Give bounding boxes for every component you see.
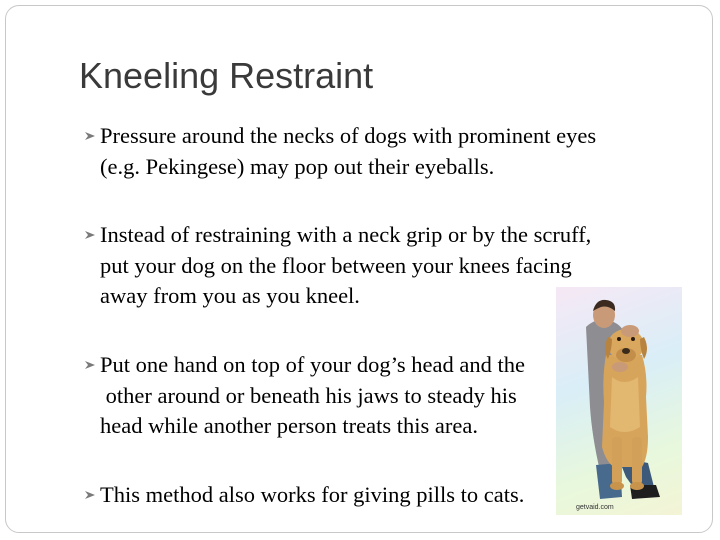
arrow-bullet-icon [82, 220, 100, 250]
arrow-bullet-icon [82, 121, 100, 151]
bullet-item [82, 121, 682, 182]
dog-restraint-illustration [556, 287, 682, 515]
image-credit: getvaid.com [576, 504, 614, 511]
bullet-line: other around or beneath his jaws to steady his [100, 382, 517, 408]
bullet-line: head while another person treats this area. [100, 413, 478, 438]
bullet-line: put your dog on the floor between your knees facing [100, 252, 572, 278]
bullet-line: This method also works for giving pills to cats. [100, 482, 525, 507]
bullet-line: (e.g. Pekingese) may pop out their eyeballs. [100, 153, 495, 179]
arrow-bullet-icon [82, 350, 100, 380]
bullet-line: Instead of restraining with a neck grip or by the scruff, [100, 222, 592, 247]
arrow-bullet-icon [82, 480, 100, 510]
bullet-line: Put one hand on top of your dog’s head and the [100, 352, 525, 377]
bullet-line: away from you as you kneel. [100, 283, 360, 308]
bullet-line: Pressure around the necks of dogs with prominent eyes [100, 123, 597, 148]
slide-title: Kneeling Restraint [79, 55, 374, 96]
